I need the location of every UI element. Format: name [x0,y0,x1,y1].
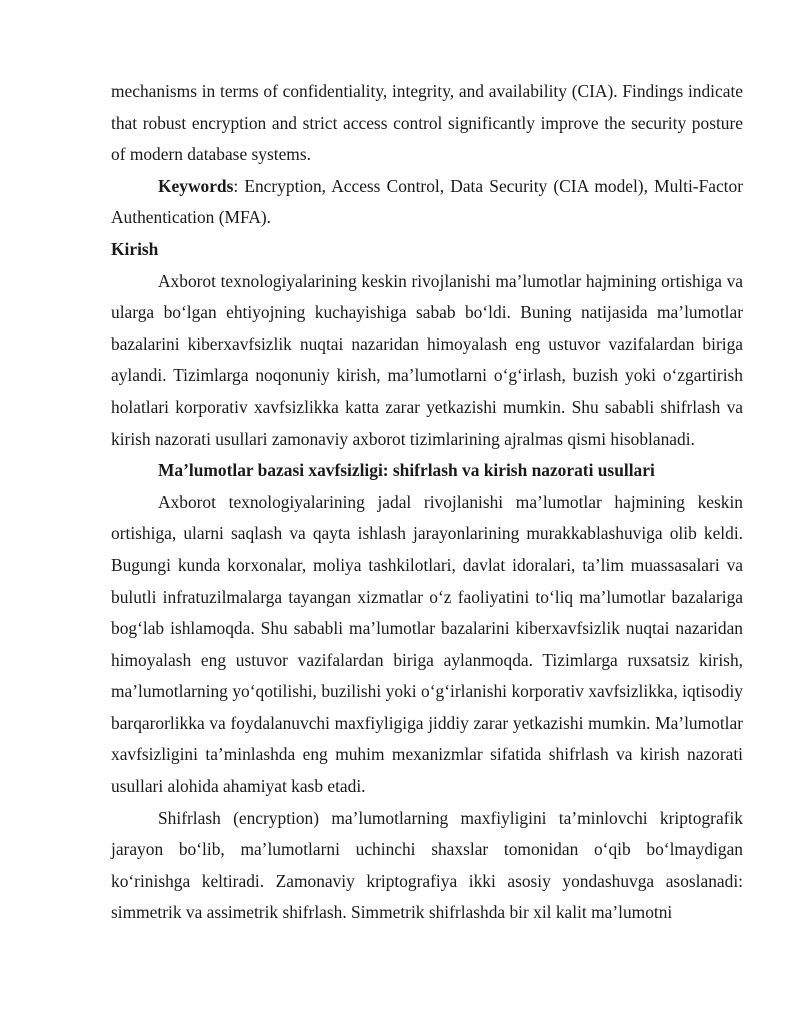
keywords-label: Keywords [158,175,234,196]
keywords-paragraph [111,171,743,234]
document-page [111,76,743,929]
section-heading: Ma’lumotlar bazasi xavfsizligi: shifrlash va kirish nazorati usullari [158,460,655,481]
keywords-text: : Encryption, Access Control, Data Security (CIA model), Multi-Factor Authentication (MFA). [111,175,743,228]
intro-paragraph: Axborot texnologiyalarining keskin rivojlanishi ma’lumotlar hajmining ortishiga va ularga bo‘lgan ehtiyojning kuchayishiga sabab bo‘ldi. Buning natijasida ma’lumotlar bazalarini kiberxavfsizlik nuqtai nazaridan himoyalash eng ustuvor vazifalardan biriga aylandi. Tizimlarga noqonuniy kirish, ma’lumotlarni o‘g‘irlash, buzish yoki o‘zgartirish holatlari korporativ xavfsizlikka katta zarar yetkazishi mumkin. Shu sababli shifrlash va kirish nazorati usullari zamonaviy axborot tizimlarining ajralmas qismi hisoblanadi. [111,270,743,449]
section-paragraph-2: Shifrlash (encryption) ma’lumotlarning maxfiyligini ta’minlovchi kriptografik jarayon bo‘lib, ma’lumotlarni uchinchi shaxslar tomonidan o‘qib bo‘lmaydigan ko‘rinishga keltiradi. Zamonaviy kriptografiya ikki asosiy yondashuvga asoslanadi: simmetrik va assimetrik shifrlash. Simmetrik shifrlashda bir xil kalit ma’lumotni [111,807,743,923]
intro-heading: Kirish [111,238,159,259]
abstract-tail-paragraph: mechanisms in terms of confidentiality, integrity, and availability (CIA). Findings indicate that robust encryption and strict access control significantly improve the security posture of modern database systems. [111,81,743,165]
section-paragraph-1: Axborot texnologiyalarining jadal rivojlanishi ma’lumotlar hajmining keskin ortishiga, ularni saqlash va qayta ishlash jarayonlarining murakkablashuviga olib keldi. Bugungi kunda korxonalar, moliya tashkilotlari, davlat idoralari, ta’lim muassasalari va bulutli infratuzilmalarga tayangan xizmatlar o‘z faoliyatini to‘liq ma’lumotlar bazalariga bog‘lab ishlamoqda. Shu sababli ma’lumotlar bazalarini kiberxavfsizlik nuqtai nazaridan himoyalash eng ustuvor vazifalardan biriga aylanmoqda. Tizimlarga ruxsatsiz kirish, ma’lumotlarning yo‘qotilishi, buzilishi yoki o‘g‘irlanishi korporativ xavfsizlikka, iqtisodiy barqarorlikka va foydalanuvchi maxfiyligiga jiddiy zarar yetkazishi mumkin. Ma’lumotlar xavfsizligini ta’minlashda eng muhim mexanizmlar sifatida shifrlash va kirish nazorati usullari alohida ahamiyat kasb etadi. [111,491,743,797]
